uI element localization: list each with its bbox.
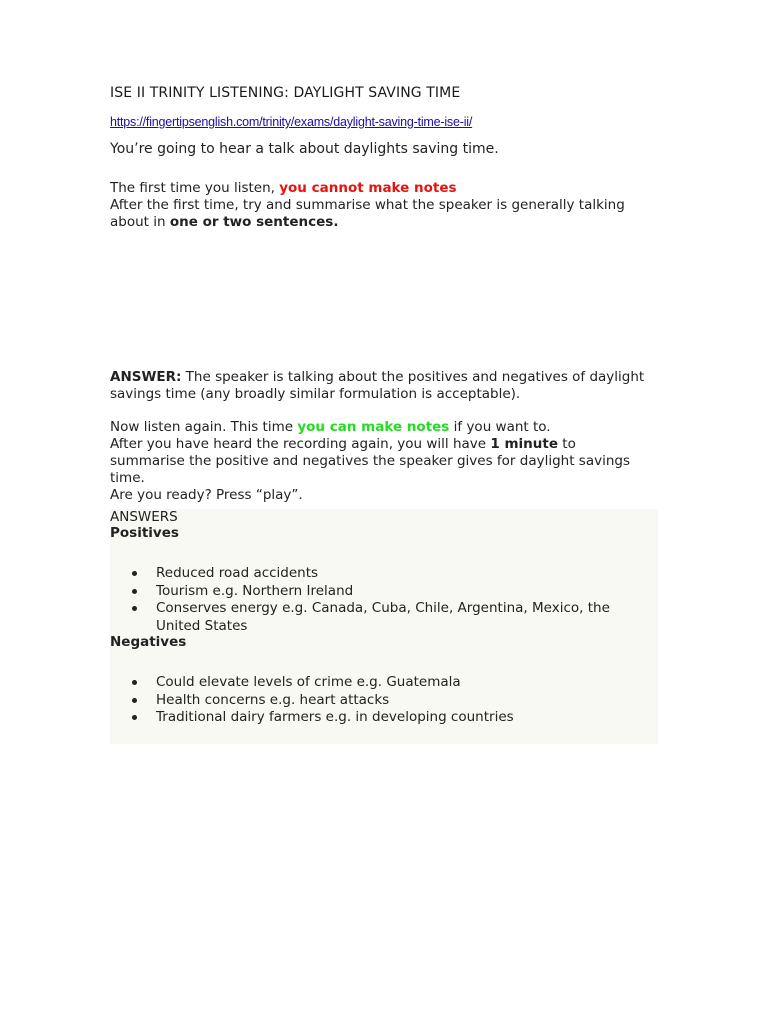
list-item-text: Tourism e.g. Northern Ireland bbox=[156, 582, 354, 599]
list-item-text: Traditional dairy farmers e.g. in developing countries bbox=[156, 709, 514, 725]
answers-label: ANSWERS bbox=[110, 509, 178, 525]
intro-text: You’re going to hear a talk about daylights saving time. bbox=[110, 141, 499, 157]
first-listen-instructions bbox=[110, 180, 650, 231]
negatives-heading: Negatives bbox=[110, 634, 187, 650]
one-or-two-sentences: one or two sentences. bbox=[169, 214, 339, 230]
one-minute: 1 minute bbox=[490, 436, 558, 452]
answer-text: The speaker is talking about the positives and negatives of daylight savings time (any broadly similar formulation is acceptable). bbox=[110, 369, 645, 402]
first-listen-line2: After the first time, try and summarise what the speaker is generally talking about in bbox=[110, 197, 625, 230]
can-make-notes-emphasis: you can make notes bbox=[297, 419, 450, 435]
negatives-list bbox=[110, 674, 610, 727]
bullet-icon bbox=[132, 715, 137, 720]
positives-heading: Positives bbox=[110, 525, 179, 541]
bullet-icon bbox=[132, 571, 137, 576]
bullet-icon bbox=[132, 680, 137, 685]
second-listen-line2-prefix: After you have heard the recording again, you will have bbox=[110, 436, 491, 452]
list-item bbox=[110, 709, 610, 727]
positives-list bbox=[110, 565, 610, 635]
list-item bbox=[110, 600, 610, 635]
list-item-text: Conserves energy e.g. Canada, Cuba, Chile, Argentina, Mexico, the United States bbox=[156, 600, 610, 634]
list-item bbox=[110, 674, 610, 692]
second-listen-prefix: Now listen again. This time bbox=[110, 419, 298, 435]
ready-prompt: Are you ready? Press “play”. bbox=[110, 487, 303, 503]
list-item-text: Could elevate levels of crime e.g. Guatemala bbox=[156, 674, 461, 690]
list-item bbox=[110, 565, 610, 583]
list-item-text: Health concerns e.g. heart attacks bbox=[156, 691, 390, 708]
source-link[interactable]: https://fingertipsenglish.com/trinity/exams/daylight-saving-time-ise-ii/ bbox=[110, 115, 473, 129]
bullet-icon bbox=[132, 698, 137, 703]
list-item bbox=[110, 692, 610, 710]
bullet-icon bbox=[132, 589, 137, 594]
answer-label: ANSWER: bbox=[110, 369, 182, 385]
document-title: ISE II TRINITY LISTENING: DAYLIGHT SAVING TIME bbox=[110, 85, 461, 101]
second-listen-suffix: if you want to. bbox=[449, 419, 551, 435]
answer-paragraph bbox=[110, 369, 650, 403]
first-listen-prefix: The first time you listen, bbox=[110, 180, 280, 196]
second-listen-instructions bbox=[110, 419, 650, 504]
cannot-make-notes-emphasis: you cannot make notes bbox=[279, 180, 457, 196]
list-item-text: Reduced road accidents bbox=[156, 565, 319, 581]
list-item bbox=[110, 583, 610, 601]
bullet-icon bbox=[132, 606, 137, 611]
second-listen-line2-suffix: to summarise the positive and negatives the speaker gives for daylight savings time. bbox=[110, 436, 630, 486]
